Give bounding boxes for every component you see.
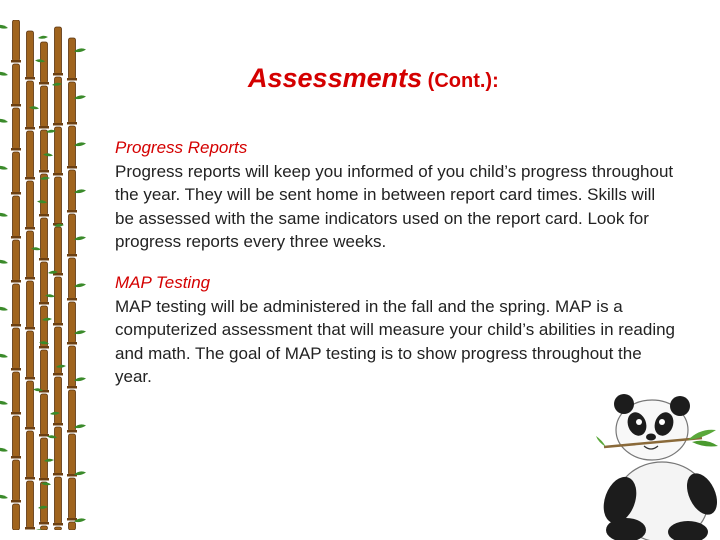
section-heading: MAP Testing xyxy=(115,272,211,292)
title-main: Assessments xyxy=(248,63,423,93)
bamboo-border-icon xyxy=(0,20,90,530)
title-suffix: (Cont.): xyxy=(422,70,499,92)
section-body: MAP testing will be administered in the fall and the spring. MAP is a computerized assessment that will measure your child’s abilities in reading and math. The goal of MAP testing is to show progress throughout the year. xyxy=(115,296,676,387)
section-heading: Progress Reports xyxy=(115,138,248,157)
section-progress-reports xyxy=(115,136,675,254)
content-area xyxy=(115,136,675,406)
panda-icon xyxy=(592,390,720,540)
section-body: Progress reports will keep you informed of you child’s progress throughout the year. They will be sent home in between report card times. Skills will be assessed with the same indicators used on the report card. Look for progress reports every three weeks. xyxy=(115,161,674,252)
section-map-testing xyxy=(115,271,675,389)
slide-title xyxy=(248,58,688,95)
